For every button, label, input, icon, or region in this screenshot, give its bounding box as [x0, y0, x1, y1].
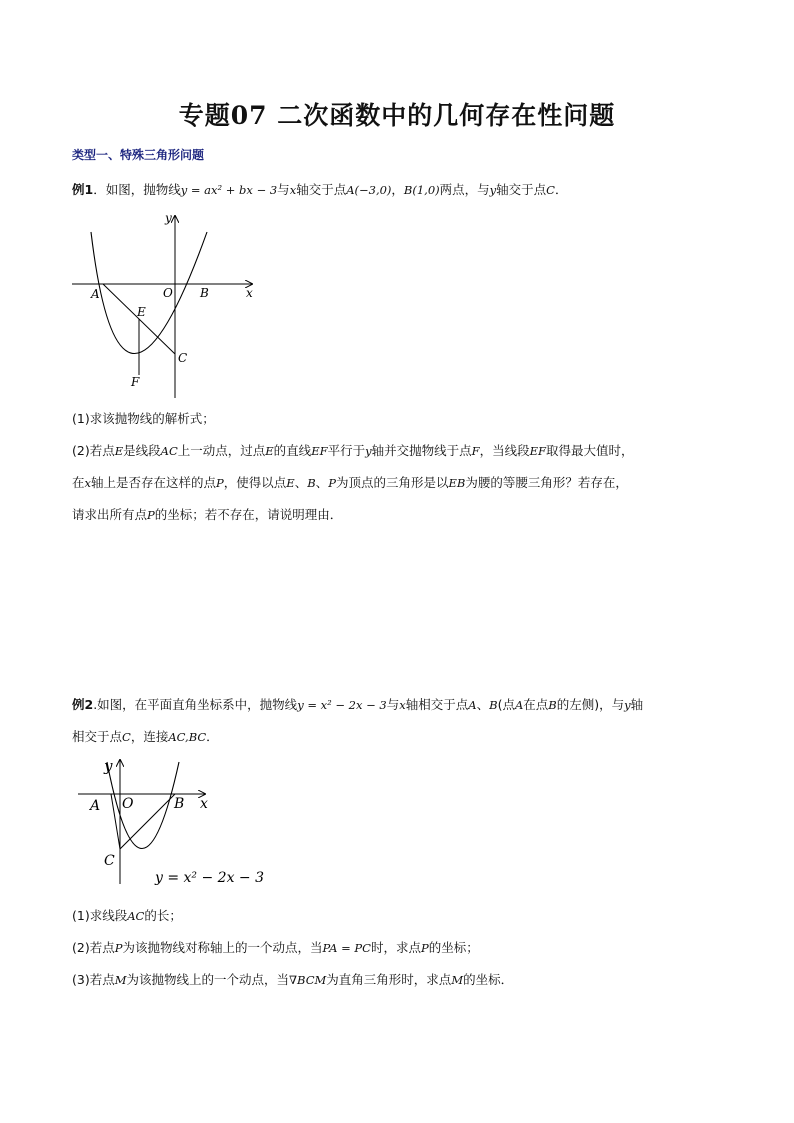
text: 为该抛物线对称轴上的一个动点，当: [122, 940, 323, 955]
math: EF: [311, 444, 328, 458]
math: B(1,0): [403, 183, 440, 197]
text: 、: [315, 475, 329, 490]
math: P: [216, 476, 224, 490]
text: ，连接: [130, 729, 169, 744]
text: 的坐标；若不存在，请说明理由．: [154, 507, 343, 522]
math: x: [399, 698, 406, 712]
math: AC: [160, 444, 178, 458]
math: AC,BC: [168, 730, 207, 744]
text: (2)若点: [72, 940, 115, 955]
text: 取得最大值时，: [545, 443, 634, 458]
label-o: O: [122, 796, 134, 812]
math: x: [289, 183, 297, 197]
text: ，: [391, 182, 404, 197]
label-c: C: [104, 853, 115, 869]
page-title: 专题07 二次函数中的几何存在性问题: [178, 101, 616, 130]
text: 上一动点，过点: [177, 443, 266, 458]
label-a: A: [91, 287, 100, 301]
math: C: [122, 730, 131, 744]
label-b: B: [174, 796, 185, 812]
example2-stem-line1: [72, 695, 643, 715]
label-y: y: [165, 211, 172, 225]
label-x: x: [246, 286, 253, 300]
label-o: O: [163, 286, 173, 300]
text: 、: [476, 697, 490, 712]
segment-ac: [111, 794, 120, 849]
label-e: E: [137, 305, 146, 319]
math: ∇BCM: [289, 973, 327, 987]
math: x: [84, 476, 92, 490]
text: (1)求线段: [72, 908, 128, 923]
text: 为顶点的三角形是以: [335, 475, 449, 490]
math: A(−3,0): [346, 183, 392, 197]
math: P: [328, 476, 336, 490]
math: A: [514, 698, 524, 712]
example1-q2-line1: [72, 441, 633, 461]
math: B: [489, 698, 498, 712]
text: 平行于: [327, 443, 366, 458]
text: 请求出所有点: [72, 507, 148, 522]
math: y: [624, 698, 631, 712]
math: E: [265, 444, 274, 458]
math: C: [546, 183, 555, 197]
text: 的坐标；: [428, 940, 479, 955]
text: 与: [386, 697, 400, 712]
text: 的直线: [273, 443, 312, 458]
text: 轴并交抛物线于点: [371, 443, 472, 458]
math: F: [471, 444, 480, 458]
example2-label: 例2: [72, 697, 94, 712]
example2-figure: [70, 752, 270, 892]
text: 两点，与: [439, 182, 490, 197]
text: 、: [294, 475, 308, 490]
text: (3)若点: [72, 972, 115, 987]
text: 轴上是否存在这样的点: [91, 475, 217, 490]
example2-q1: [72, 906, 182, 926]
math: P: [114, 941, 123, 955]
math: B: [548, 698, 557, 712]
label-x: x: [200, 796, 208, 812]
text: 的左侧)，与: [556, 697, 625, 712]
example2-q3: [72, 970, 513, 990]
math: AC: [127, 909, 145, 923]
text: 在点: [523, 697, 549, 712]
label-b: B: [200, 286, 209, 300]
text: 为该抛物线上的一个动点，当: [126, 972, 290, 987]
text: .如图，在平面直角坐标系中，抛物线: [93, 697, 298, 712]
text: 与: [277, 182, 290, 197]
example1-stem: [72, 180, 568, 200]
math: M: [451, 973, 464, 987]
math: y: [489, 183, 497, 197]
text: 相交于点: [72, 729, 123, 744]
text: (点: [497, 697, 515, 712]
example2-q2: [72, 938, 479, 958]
text: (2)若点: [72, 443, 115, 458]
example1-q2-line3: [72, 505, 342, 525]
math: PA = PC: [322, 941, 371, 955]
text: 轴交于点: [496, 182, 547, 197]
text: ．: [206, 729, 219, 744]
example1-label: 例1: [72, 182, 94, 197]
math: E: [114, 444, 124, 458]
text: 轴: [630, 697, 644, 712]
math: E: [286, 476, 295, 490]
curve-equation: y = x² − 2x − 3: [155, 870, 265, 886]
example1-q2-line2: [72, 473, 628, 493]
text: 为腰的等腰三角形？若存在，: [465, 475, 628, 490]
math: y = x² − 2x − 3: [297, 698, 387, 712]
text: 的长；: [144, 908, 182, 923]
text: 是线段: [123, 443, 161, 458]
example2-stem-line2: [72, 727, 219, 747]
label-a: A: [90, 798, 101, 814]
math: A: [468, 698, 477, 712]
text: 轴相交于点: [405, 697, 469, 712]
math: P: [147, 508, 155, 522]
text: 在: [72, 475, 85, 490]
text: ，当线段: [479, 443, 530, 458]
text: ．如图，抛物线: [93, 182, 181, 197]
math: P: [420, 941, 429, 955]
text: 轴交于点: [296, 182, 347, 197]
section-heading: 类型一、特殊三角形问题: [72, 148, 205, 162]
math: EF: [529, 444, 546, 458]
text: ．: [554, 182, 568, 197]
label-c: C: [178, 351, 188, 365]
parabola: [91, 232, 207, 354]
math: y: [365, 444, 372, 458]
text: ，使得以点: [223, 475, 287, 490]
math: M: [114, 973, 127, 987]
label-f: F: [131, 375, 140, 389]
math: y = ax² + bx − 3: [180, 183, 278, 197]
text: 的坐标．: [463, 972, 514, 987]
math: EB: [448, 476, 466, 490]
math: B: [307, 476, 316, 490]
text: 为直角三角形时，求点: [326, 972, 452, 987]
label-y: y: [104, 757, 113, 775]
example1-q1: (1)求该抛物线的解析式；: [72, 411, 215, 426]
example1-figure: [60, 208, 270, 403]
text: 时，求点: [370, 940, 421, 955]
